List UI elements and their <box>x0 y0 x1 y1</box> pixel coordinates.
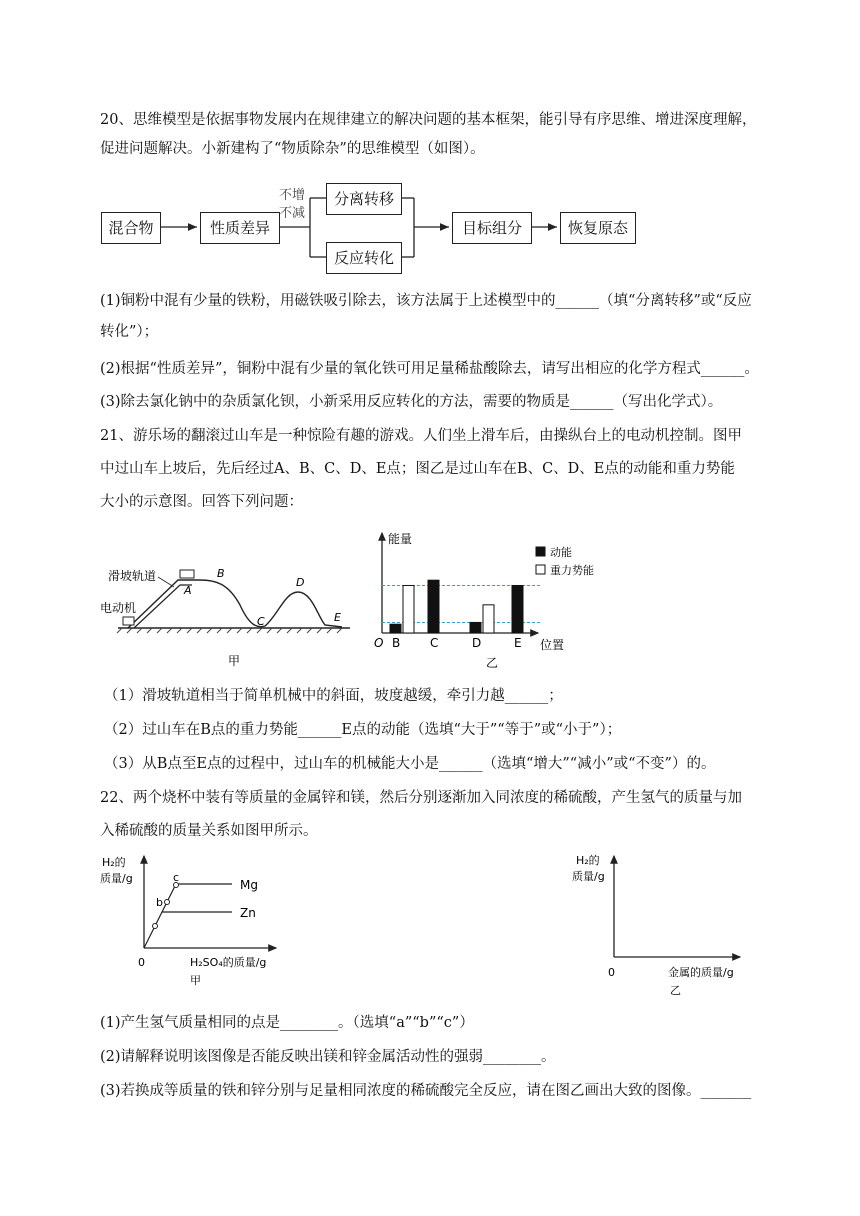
coaster-car <box>180 570 194 578</box>
box-property-difference: 性质差异 <box>200 212 280 244</box>
caption-jia: 甲 <box>228 654 241 668</box>
note-no-add-no-reduce <box>279 187 305 223</box>
q20-sub3: (3)除去氯化钠中的杂质氯化钡，小新采用反应转化的方法，需要的物质是______（写出化学式）。 <box>100 394 723 410</box>
bar-B-kinetic <box>390 624 401 633</box>
origin-label: 0 <box>138 956 145 969</box>
motor-box <box>123 617 134 625</box>
point-c: C <box>257 615 265 628</box>
point-a-marker <box>153 924 158 929</box>
bar-B-potential <box>403 585 414 633</box>
q21-stem-line3: 大小的示意图。回答下列问题： <box>100 494 303 510</box>
caption-yi: 乙 <box>670 984 681 997</box>
label-motor: 电动机 <box>100 601 137 615</box>
figure-yi-energy-chart <box>370 525 610 685</box>
point-e: E <box>334 611 341 624</box>
q22-sub3: (3)若换成等质量的铁和锌分别与足量相同浓度的稀硫酸完全反应，请在图乙画出大致的图像。_______ <box>100 1083 752 1099</box>
bar-C-kinetic <box>428 580 439 633</box>
q20-sub2: (2)根据“性质差异”，铜粉中混有少量的氧化铁可用足量稀盐酸除去，请写出相应的化学方程式______。 <box>100 361 759 377</box>
legend-potential-swatch <box>536 565 545 574</box>
label-mg: Mg <box>240 878 258 892</box>
label-zn: Zn <box>240 906 256 920</box>
box-reaction-conversion: 反应转化 <box>326 242 402 274</box>
bar-D-kinetic <box>470 622 481 633</box>
note-line-1: 不增 <box>279 188 306 203</box>
box-target-component: 目标组分 <box>452 212 532 244</box>
graph-jia-h2-mass <box>100 852 320 997</box>
label-b: b <box>156 896 163 909</box>
q22-stem-line1: 22、两个烧杯中装有等质量的金属锌和镁，然后分别逐渐加入同浓度的稀硫酸，产生氢气的质量与加 <box>100 790 742 806</box>
category-label-B: B <box>392 636 401 650</box>
x-axis-label: 位置 <box>540 638 565 652</box>
origin-label: O <box>374 636 384 650</box>
diagram-arrows <box>0 0 860 290</box>
ylabel-line2: 质量/g <box>572 870 605 883</box>
q22-sub1: (1)产生氢气质量相同的点是________。（选填“a”“b”“c”） <box>100 1015 474 1031</box>
label-c: c <box>173 871 180 884</box>
note-line-2: 不减 <box>279 206 306 221</box>
bar-E-kinetic <box>512 585 523 633</box>
xlabel: 金属的质量/g <box>668 966 734 979</box>
label-slide-track: 滑坡轨道 <box>108 569 157 583</box>
category-label-E: E <box>514 636 522 650</box>
category-label-C: C <box>430 636 439 650</box>
q21-sub2: （2）过山车在B点的重力势能______E点的动能（选填“大于”“等于”或“小于”）； <box>104 722 622 738</box>
q21-sub3: （3）从B点至E点的过程中，过山车的机械能大小是______（选填“增大”“减小”或“不变”）的。 <box>104 756 716 772</box>
legend-kinetic-swatch <box>536 547 545 556</box>
point-b: B <box>217 567 225 580</box>
legend-potential-label: 重力势能 <box>550 564 594 577</box>
q20-sub1-line2: 转化”）； <box>100 324 159 340</box>
xlabel: H₂SO₄的质量/g <box>190 956 267 969</box>
box-restore-state: 恢复原态 <box>560 212 636 244</box>
y-axis-label: 能量 <box>388 532 413 546</box>
point-b-marker <box>165 900 170 905</box>
legend-kinetic-label: 动能 <box>550 546 572 559</box>
caption-yi: 乙 <box>486 656 499 670</box>
caption-jia: 甲 <box>190 974 201 987</box>
q20-sub1-line1: (1)铜粉中混有少量的铁粉，用磁铁吸引除去，该方法属于上述模型中的______（填“分离转移”或“反应 <box>100 293 752 309</box>
q21-stem-line1: 21、游乐场的翻滚过山车是一种惊险有趣的游戏。人们坐上滑车后，由操纵台上的电动机控制。图甲 <box>100 428 742 444</box>
q21-stem-line2: 中过山车上坡后，先后经过A、B、C、D、E点；图乙是过山车在B、C、D、E点的动能和重力势能 <box>100 461 735 477</box>
box-separation-transfer: 分离转移 <box>326 183 402 215</box>
box-mixture: 混合物 <box>101 212 161 244</box>
ylabel-line1: H₂的 <box>102 856 126 869</box>
graph-yi-empty <box>570 852 770 1002</box>
figure-jia-roller-coaster <box>100 555 360 675</box>
q22-sub2: (2)请解释说明该图像是否能反映出镁和锌金属活动性的强弱________。 <box>100 1049 556 1065</box>
point-a: A <box>184 584 192 597</box>
point-d: D <box>296 576 305 589</box>
q21-sub1: （1）滑坡轨道相当于简单机械中的斜面，坡度越缓，牵引力越______； <box>104 688 563 704</box>
origin-label: 0 <box>608 966 615 979</box>
ylabel-line1: H₂的 <box>576 854 600 867</box>
q22-stem-line2: 入稀硫酸的质量关系如图甲所示。 <box>100 823 318 839</box>
line-mg <box>144 884 232 948</box>
bar-D-potential <box>483 605 494 633</box>
q20-stem: 20、思维模型是依据事物发展内在规律建立的解决问题的基本框架，能引导有序思维、增进深度理解，促进问题解决。小新建构了“物质除杂”的思维模型（如图）。 <box>100 112 757 157</box>
category-label-D: D <box>472 636 482 650</box>
ylabel-line2: 质量/g <box>100 872 133 885</box>
